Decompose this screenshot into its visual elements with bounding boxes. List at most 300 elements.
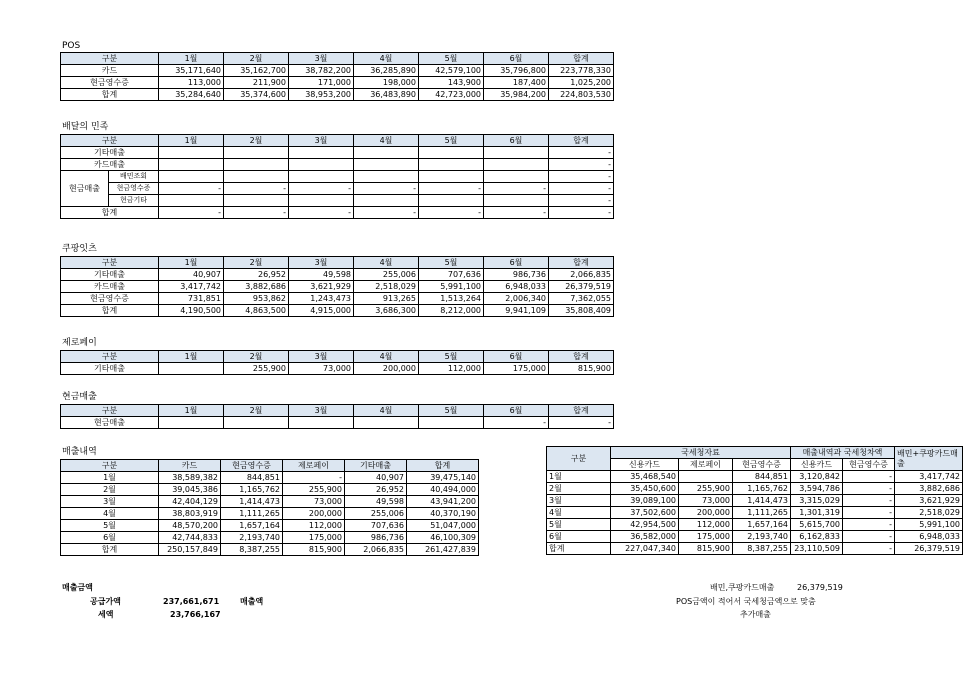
table-row	[547, 519, 963, 531]
note-delivery-card-value: 26,379,519	[797, 583, 843, 592]
cell: 175,000	[484, 363, 549, 375]
header-month: 6월	[484, 405, 549, 417]
total-row	[61, 305, 614, 317]
total-row	[61, 544, 479, 556]
cell: 39,475,140	[407, 472, 479, 484]
cell: 3,417,742	[895, 471, 963, 483]
cell: 6,948,033	[895, 531, 963, 543]
cell: 35,796,800	[484, 65, 549, 77]
cell: 35,808,409	[549, 305, 614, 317]
header-total: 합계	[549, 53, 614, 65]
coupang-title: 쿠팡잇츠	[62, 244, 97, 254]
cell: 42,723,000	[419, 89, 484, 101]
cell: -	[843, 531, 895, 543]
cash-title: 현금매출	[62, 392, 97, 402]
cell: 8,212,000	[419, 305, 484, 317]
cell: 2,006,340	[484, 293, 549, 305]
header-gubun: 구분	[61, 135, 159, 147]
cell: 171,000	[289, 77, 354, 89]
cell: 38,782,200	[289, 65, 354, 77]
cell: 815,900	[549, 363, 614, 375]
header-month: 4월	[354, 351, 419, 363]
cell: -	[549, 159, 614, 171]
total-row	[547, 543, 963, 555]
header-total: 합계	[549, 135, 614, 147]
header-row	[61, 405, 614, 417]
table-row	[61, 363, 614, 375]
cell: 1,165,762	[221, 484, 283, 496]
cell: 255,900	[224, 363, 289, 375]
sales-amount-label: 매출액	[240, 597, 264, 606]
cell: 35,162,700	[224, 65, 289, 77]
cell	[679, 471, 733, 483]
cell: 2,193,740	[221, 532, 283, 544]
cell	[159, 417, 224, 429]
header-month: 2월	[224, 257, 289, 269]
row-label: 현금영수증	[109, 183, 159, 195]
cell: -	[549, 195, 614, 207]
row-label: 기타매출	[61, 363, 159, 375]
cell: 1,414,473	[221, 496, 283, 508]
row-label: 카드매출	[61, 281, 159, 293]
cell	[354, 195, 419, 207]
header-month: 3월	[289, 405, 354, 417]
header-month: 6월	[484, 257, 549, 269]
cell	[224, 159, 289, 171]
header-cell: 제로페이	[283, 460, 345, 472]
cell: 40,907	[159, 269, 224, 281]
cell: 3,621,929	[895, 495, 963, 507]
header-group-delivery-card: 배민+쿠팡카드매출	[895, 447, 963, 471]
cell	[289, 159, 354, 171]
cell: 986,736	[484, 269, 549, 281]
cell: -	[354, 207, 419, 219]
cell: 1,414,473	[733, 495, 791, 507]
cell	[419, 171, 484, 183]
cell: 4,863,500	[224, 305, 289, 317]
row-label: 3월	[61, 496, 159, 508]
row-label: 1월	[61, 472, 159, 484]
table-row	[61, 65, 614, 77]
table-row	[61, 195, 614, 207]
cell: 815,900	[283, 544, 345, 556]
cell	[484, 147, 549, 159]
row-label: 6월	[61, 532, 159, 544]
tax-value: 23,766,167	[170, 610, 221, 619]
cell: 26,952	[224, 269, 289, 281]
cell: 3,120,842	[791, 471, 843, 483]
cell: -	[549, 183, 614, 195]
header-cell: 기타매출	[345, 460, 407, 472]
cell	[484, 159, 549, 171]
cell: 73,000	[289, 363, 354, 375]
cell: -	[224, 207, 289, 219]
baemin-table-wrap	[60, 134, 614, 219]
cell: 46,100,309	[407, 532, 479, 544]
pos-title: POS	[62, 41, 81, 51]
header-month: 5월	[419, 351, 484, 363]
cell: 3,315,029	[791, 495, 843, 507]
cell: 5,991,100	[895, 519, 963, 531]
header-month: 4월	[354, 257, 419, 269]
cell: 1,111,265	[733, 507, 791, 519]
header-month: 3월	[289, 135, 354, 147]
header-row	[61, 53, 614, 65]
cell: 73,000	[283, 496, 345, 508]
cash-table	[60, 404, 614, 429]
sales-table-wrap	[60, 459, 479, 556]
cell: 40,907	[345, 472, 407, 484]
cell	[484, 195, 549, 207]
cell: 175,000	[679, 531, 733, 543]
header-row	[61, 460, 479, 472]
cell: -	[843, 507, 895, 519]
cell: 9,941,109	[484, 305, 549, 317]
row-label: 현금영수증	[61, 293, 159, 305]
header-month: 4월	[354, 405, 419, 417]
header-month: 6월	[484, 351, 549, 363]
cell: 5,991,100	[419, 281, 484, 293]
row-label: 합계	[547, 543, 611, 555]
cell: 198,000	[354, 77, 419, 89]
cell: 255,006	[354, 269, 419, 281]
header-month: 5월	[419, 135, 484, 147]
cell: -	[283, 472, 345, 484]
row-label: 카드매출	[61, 159, 159, 171]
header-total: 합계	[549, 351, 614, 363]
table-row	[547, 495, 963, 507]
cell: -	[843, 495, 895, 507]
cell: -	[419, 207, 484, 219]
cell: 2,193,740	[733, 531, 791, 543]
cell: 255,900	[679, 483, 733, 495]
row-label: 2월	[61, 484, 159, 496]
header-row	[61, 351, 614, 363]
row-label: 합계	[61, 207, 159, 219]
cell: 3,594,786	[791, 483, 843, 495]
cell: 42,954,500	[611, 519, 679, 531]
cell: 1,657,164	[221, 520, 283, 532]
cell: -	[549, 207, 614, 219]
row-label: 6월	[547, 531, 611, 543]
row-label: 5월	[547, 519, 611, 531]
cash-table-wrap	[60, 404, 614, 429]
cell: -	[549, 417, 614, 429]
note-extra-sales: 추가매출	[740, 610, 771, 619]
subheader-cell: 신용카드	[611, 459, 679, 471]
subheader-cell: 신용카드	[791, 459, 843, 471]
coupang-table-wrap	[60, 256, 614, 317]
cell: 38,953,200	[289, 89, 354, 101]
cell	[224, 195, 289, 207]
cell: 1,657,164	[733, 519, 791, 531]
cell: 986,736	[345, 532, 407, 544]
cell: 35,468,540	[611, 471, 679, 483]
cell: 6,162,833	[791, 531, 843, 543]
cell: 37,502,600	[611, 507, 679, 519]
header-month: 4월	[354, 53, 419, 65]
table-row	[547, 531, 963, 543]
cell	[484, 171, 549, 183]
row-label: 3월	[547, 495, 611, 507]
cell: -	[159, 207, 224, 219]
table-row	[61, 472, 479, 484]
cell: 39,045,386	[159, 484, 221, 496]
header-row	[61, 257, 614, 269]
header-cell: 현금영수증	[221, 460, 283, 472]
table-row	[61, 269, 614, 281]
cell: -	[843, 543, 895, 555]
header-cell: 카드	[159, 460, 221, 472]
header-month: 2월	[224, 135, 289, 147]
header-cell: 구분	[61, 460, 159, 472]
header-month: 5월	[419, 405, 484, 417]
cell: 844,851	[221, 472, 283, 484]
cell: 5,615,700	[791, 519, 843, 531]
cell: 1,513,264	[419, 293, 484, 305]
header-gubun: 구분	[61, 53, 159, 65]
cell: 26,952	[345, 484, 407, 496]
supply-value: 237,661,671	[163, 597, 220, 606]
cell: -	[484, 417, 549, 429]
row-label: 현금기타	[109, 195, 159, 207]
sales-title: 매출내역	[62, 447, 97, 457]
header-month: 1월	[159, 405, 224, 417]
total-row	[61, 89, 614, 101]
cell: 112,000	[419, 363, 484, 375]
supply-label: 공급가액	[90, 597, 121, 606]
header-month: 4월	[354, 135, 419, 147]
cell: 38,803,919	[159, 508, 221, 520]
table-row	[61, 293, 614, 305]
cell: 39,089,100	[611, 495, 679, 507]
cell: 26,379,519	[895, 543, 963, 555]
header-month: 5월	[419, 53, 484, 65]
table-row	[61, 159, 614, 171]
cell: 913,265	[354, 293, 419, 305]
cell: 4,915,000	[289, 305, 354, 317]
cell: -	[843, 471, 895, 483]
cell: 36,285,890	[354, 65, 419, 77]
table-row	[61, 281, 614, 293]
header-group-diff: 매출내역과 국세청차액	[791, 447, 895, 459]
table-row	[61, 508, 479, 520]
cell: 8,387,255	[221, 544, 283, 556]
header-month: 2월	[224, 53, 289, 65]
total-row	[61, 207, 614, 219]
cell: 844,851	[733, 471, 791, 483]
header-month: 3월	[289, 257, 354, 269]
tax-table-wrap	[546, 446, 963, 555]
cell: 3,882,686	[895, 483, 963, 495]
header-month: 6월	[484, 53, 549, 65]
tax-table	[546, 446, 963, 555]
header-month: 3월	[289, 53, 354, 65]
cell: 815,900	[679, 543, 733, 555]
cell: -	[484, 207, 549, 219]
table-row	[547, 483, 963, 495]
cell: 143,900	[419, 77, 484, 89]
header-gubun: 구분	[61, 405, 159, 417]
cell	[159, 363, 224, 375]
cell	[354, 147, 419, 159]
cell: 187,400	[484, 77, 549, 89]
cell: 35,450,600	[611, 483, 679, 495]
cell: 42,579,100	[419, 65, 484, 77]
cell: 49,598	[345, 496, 407, 508]
table-row	[547, 507, 963, 519]
cell: 112,000	[679, 519, 733, 531]
cell	[289, 147, 354, 159]
header-month: 3월	[289, 351, 354, 363]
cell	[354, 171, 419, 183]
subheader-cell: 제로페이	[679, 459, 733, 471]
header-row	[547, 447, 963, 459]
cell: 2,518,029	[354, 281, 419, 293]
header-month: 2월	[224, 405, 289, 417]
cell: 707,636	[345, 520, 407, 532]
summary-title: 매출금액	[62, 583, 93, 592]
cell	[159, 195, 224, 207]
table-row	[547, 471, 963, 483]
cell: 731,851	[159, 293, 224, 305]
row-label: 카드	[61, 65, 159, 77]
pos-table-wrap	[60, 52, 614, 101]
row-label: 현금영수증	[61, 77, 159, 89]
table-row	[61, 484, 479, 496]
cell: 261,427,839	[407, 544, 479, 556]
table-row	[61, 496, 479, 508]
cell: 1,165,762	[733, 483, 791, 495]
row-label: 2월	[547, 483, 611, 495]
zeropay-title: 제로페이	[62, 338, 97, 348]
row-label: 5월	[61, 520, 159, 532]
coupang-table	[60, 256, 614, 317]
cell: 1,111,265	[221, 508, 283, 520]
row-label: 4월	[547, 507, 611, 519]
cell: 8,387,255	[733, 543, 791, 555]
cell: 113,000	[159, 77, 224, 89]
cell: 1,243,473	[289, 293, 354, 305]
baemin-title: 배달의 민족	[62, 122, 109, 132]
cell	[354, 417, 419, 429]
cell: 36,582,000	[611, 531, 679, 543]
subheader-cell: 현금영수증	[733, 459, 791, 471]
cell: -	[159, 183, 224, 195]
cell	[224, 147, 289, 159]
cell	[289, 417, 354, 429]
cell: -	[224, 183, 289, 195]
cell: 227,047,340	[611, 543, 679, 555]
cell: -	[843, 519, 895, 531]
cell: 112,000	[283, 520, 345, 532]
cell: 200,000	[679, 507, 733, 519]
table-row	[61, 417, 614, 429]
cell: 224,803,530	[549, 89, 614, 101]
cell: 3,882,686	[224, 281, 289, 293]
cell: 43,941,200	[407, 496, 479, 508]
row-label: 합계	[61, 89, 159, 101]
cell	[224, 417, 289, 429]
tax-label: 세액	[98, 610, 114, 619]
header-gubun: 구분	[547, 447, 611, 471]
cell: 36,483,890	[354, 89, 419, 101]
row-label: 합계	[61, 544, 159, 556]
cell: 51,047,000	[407, 520, 479, 532]
cell: 255,900	[283, 484, 345, 496]
cell: 1,301,319	[791, 507, 843, 519]
header-total: 합계	[549, 257, 614, 269]
header-month: 1월	[159, 135, 224, 147]
cell	[289, 171, 354, 183]
cell	[354, 159, 419, 171]
cell: 35,984,200	[484, 89, 549, 101]
zeropay-table-wrap	[60, 350, 614, 375]
table-row	[61, 183, 614, 195]
cell: 35,171,640	[159, 65, 224, 77]
cell: 200,000	[354, 363, 419, 375]
cell: 6,948,033	[484, 281, 549, 293]
cell: -	[843, 483, 895, 495]
header-month: 1월	[159, 53, 224, 65]
cell: -	[484, 183, 549, 195]
sales-table	[60, 459, 479, 556]
cell: 3,621,929	[289, 281, 354, 293]
cell: 40,370,190	[407, 508, 479, 520]
cell: 49,598	[289, 269, 354, 281]
header-month: 1월	[159, 351, 224, 363]
cell: 211,900	[224, 77, 289, 89]
row-label: 현금매출	[61, 417, 159, 429]
note-pos-adjust: POS금액이 적어서 국세청금액으로 맞춤	[676, 597, 816, 606]
cell: 7,362,055	[549, 293, 614, 305]
cell: -	[354, 183, 419, 195]
table-row	[61, 171, 614, 183]
cell	[419, 159, 484, 171]
cell: 35,284,640	[159, 89, 224, 101]
zeropay-table	[60, 350, 614, 375]
table-row	[61, 147, 614, 159]
table-row	[61, 77, 614, 89]
table-row	[61, 532, 479, 544]
cell: 250,157,849	[159, 544, 221, 556]
cash-group-label: 현금매출	[61, 171, 109, 207]
cell	[289, 195, 354, 207]
cell: 223,778,330	[549, 65, 614, 77]
cell: -	[549, 171, 614, 183]
header-month: 1월	[159, 257, 224, 269]
cell	[224, 171, 289, 183]
cell: 1,025,200	[549, 77, 614, 89]
subheader-cell: 현금영수증	[843, 459, 895, 471]
cell	[159, 171, 224, 183]
cell	[159, 147, 224, 159]
header-month: 2월	[224, 351, 289, 363]
row-label: 합계	[61, 305, 159, 317]
cell: 23,110,509	[791, 543, 843, 555]
table-row	[61, 520, 479, 532]
cell: -	[419, 183, 484, 195]
cell: 48,570,200	[159, 520, 221, 532]
cell: 3,417,742	[159, 281, 224, 293]
header-month: 5월	[419, 257, 484, 269]
cell: 42,744,833	[159, 532, 221, 544]
pos-table	[60, 52, 614, 101]
header-group-nts: 국세청자료	[611, 447, 791, 459]
cell: 35,374,600	[224, 89, 289, 101]
header-month: 6월	[484, 135, 549, 147]
note-delivery-card-label: 배민,쿠팡카드매출	[710, 583, 775, 592]
